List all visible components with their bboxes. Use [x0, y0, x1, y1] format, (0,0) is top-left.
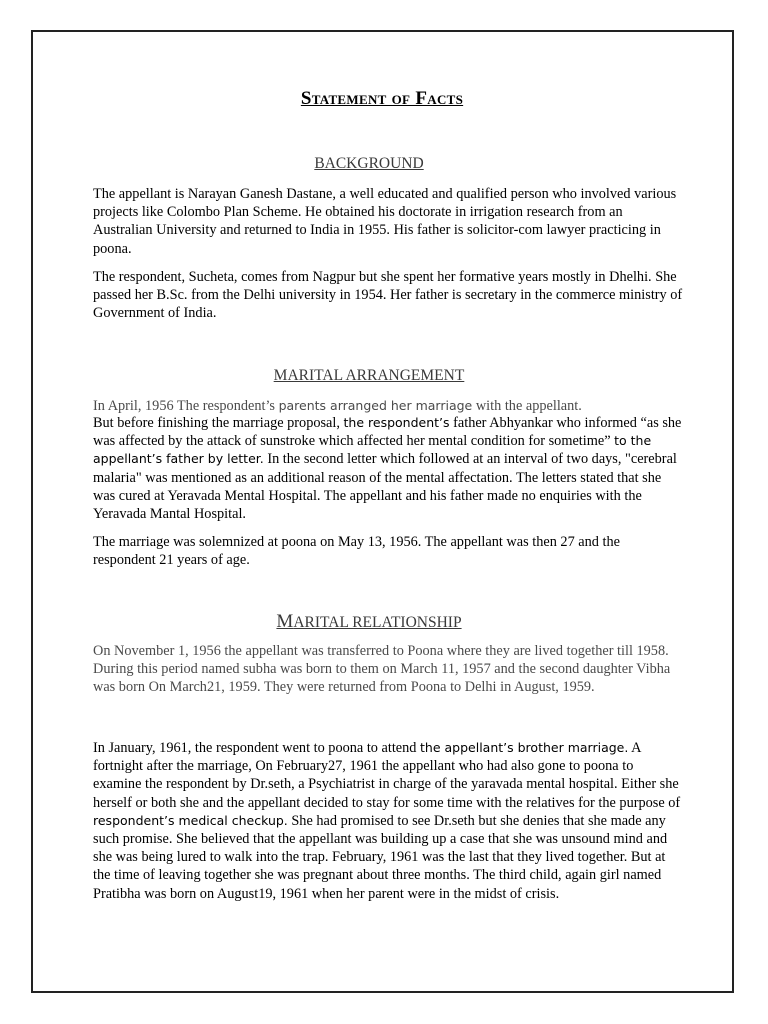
arrangement-p1-e: In the second letter which followed at an interval of two days, "cerebral malaria" was mentioned as an additional reason of the mental affectation. The letters stated that she was cured at Yeravada Mental Hospital. The appellant and his father made no enquiries with the Yeravada Mantal Hospital. — [93, 451, 677, 523]
arrangement-p1-a: But before finishing the marriage proposal, — [93, 415, 340, 431]
background-paragraph-1: The appellant is Narayan Ganesh Dastane, a well educated and qualified person who involved various projects like Colombo Plan Scheme. He obtained his doctorate in irrigation research from an Australian University and returned to India in 1955. His father is solicitor-com lawyer practicing in poona. — [93, 186, 677, 257]
relationship-paragraph-1: On November 1, 1956 the appellant was transferred to Poona where they are lived together till 1958. During this period named subha was born to them on March 11, 1957 and the second daughter Vibha was born On March21, 1959. They were returned from Poona to Delhi in August, 1959. — [93, 643, 671, 696]
arrangement-intro-a: In April, 1956 The respondent’s — [93, 398, 275, 414]
heading-marital-arrangement: MARITAL ARRANGEMENT — [273, 367, 465, 384]
relationship-p2-a: In January, 1961, the respondent went to poona to attend — [93, 740, 417, 756]
arrangement-p1-c: father Abhyankar who informed “as she was affected by the attack of sunstroke which affected her mental condition for sometime” — [93, 415, 682, 450]
arrangement-intro-c: with the appellant. — [475, 398, 582, 414]
relationship-p2-c: A fortnight after the marriage, On February27, 1961 the appellant who had also gone to poona to examine the respondent by Dr.seth, a Psychiatrist in charge of the yaravada mental hospital. Either she herself or both she and the appellant decided to stay for some time with the relatives for the purpose of — [93, 740, 681, 811]
arrangement-intro-b: parents arranged her marriage — [278, 398, 473, 413]
arrangement-paragraph-2: The marriage was solemnized at poona on May 13, 1956. The appellant was then 27 and the respondent 21 years of age. — [93, 534, 620, 569]
heading-marital-relationship — [0, 611, 738, 633]
relationship-p2-e: She had promised to see Dr.seth but she denies that she made any such promise. She believed that the appellant was building up a case that she was unsound mind and she was being lured to walk into the trap. February, 1961 was the last that they lived together. But at the time of leaving together she was pregnant about three months. The third child, again girl named Pratibha was born on August19, 1961 when her parent were in the midst of crisis. — [93, 812, 668, 902]
relationship-p2-b: the appellant’s brother marriage. — [420, 740, 629, 755]
relationship-paragraph-2 — [93, 739, 683, 903]
arrangement-paragraph-1 — [93, 414, 683, 523]
arrangement-p1-d: to the appellant’s father by letter. — [93, 433, 652, 467]
arrangement-p1-b: the respondent’s — [343, 415, 450, 430]
relationship-p2-d: respondent’s medical checkup. — [93, 812, 288, 828]
heading-first-letter: M — [276, 611, 294, 632]
arrangement-intro-line — [93, 397, 683, 415]
heading-rest: ARITAL RELATIONSHIP — [293, 614, 462, 631]
background-paragraph-2: The respondent, Sucheta, comes from Nagpur but she spent her formative years mostly in Dhelhi. She passed her B.Sc. from the Delhi university in 1954. Her father is secretary in the commerce ministry of Government of India. — [93, 269, 683, 322]
heading-background: BACKGROUND — [314, 155, 424, 172]
document-title: Statement of Facts — [300, 88, 464, 109]
